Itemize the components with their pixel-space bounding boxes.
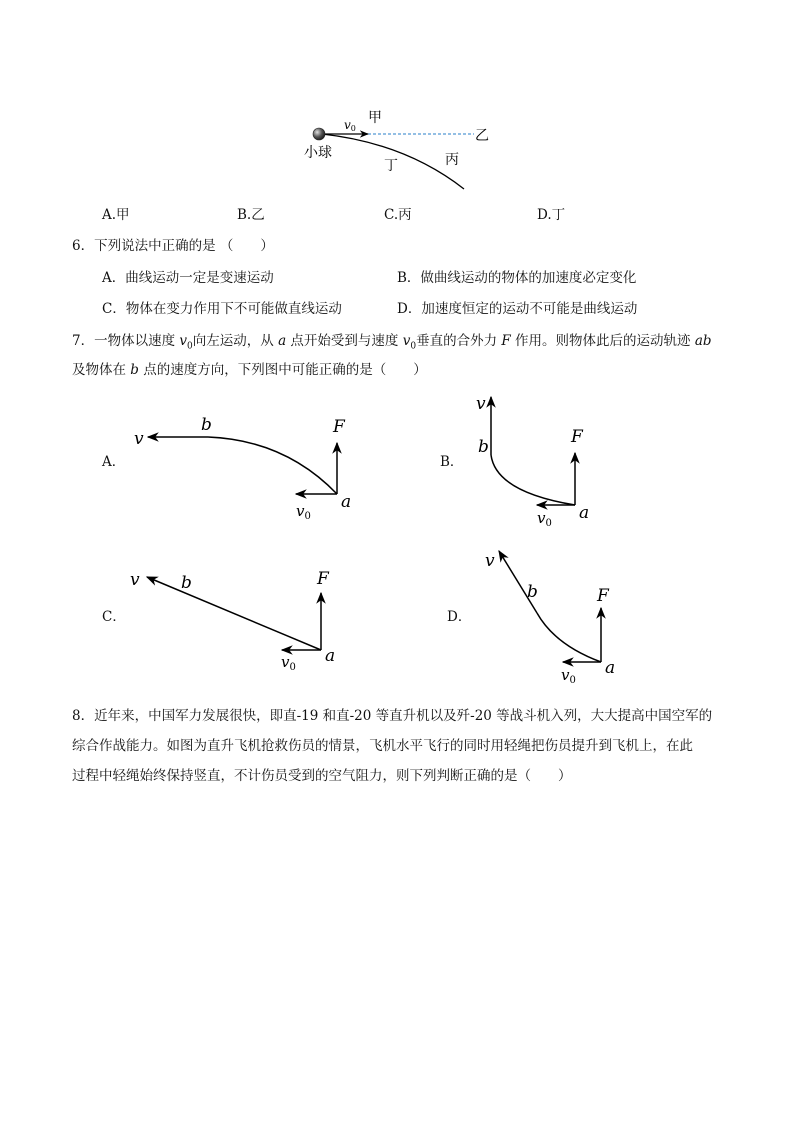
option-text: 丙 (398, 207, 412, 223)
q8-line-2: 综合作战能力。如图为直升飞机抢救伤员的情景，飞机水平飞行的同时用轻绳把伤员提升到飞机上，在此 (72, 738, 693, 754)
option-letter: C． (102, 301, 126, 317)
q8-line-3: 过程中轻绳始终保持竖直，不计伤员受到的空气阻力，则下列判断正确的是（ ） (72, 768, 572, 784)
option-text: 乙 (251, 207, 265, 223)
ball-label: 小球 (304, 145, 332, 161)
svg-text:a: a (579, 503, 590, 523)
q7-figure-a (134, 415, 351, 522)
option-text: 甲 (116, 207, 130, 223)
q7-figure-c (130, 569, 335, 673)
svg-text:v: v (130, 570, 140, 590)
svg-text:v0: $v_0$ (561, 666, 576, 686)
svg-text:b: b (181, 573, 192, 593)
option-letter: C. (384, 207, 399, 223)
q7-figure-d (485, 551, 615, 686)
option-letter: D． (397, 301, 422, 317)
label-jia: 甲 (368, 110, 382, 126)
svg-text:F: F (333, 417, 345, 437)
svg-text:b: b (527, 582, 538, 602)
option-letter: A. (102, 207, 117, 223)
svg-text:a: a (341, 492, 352, 512)
option-letter: D. (537, 207, 552, 223)
v0-label: v0 (344, 118, 356, 133)
q7-option-b-letter[interactable]: B． (440, 454, 464, 470)
option-letter: B． (397, 270, 421, 286)
svg-text:a: a (605, 658, 616, 678)
svg-text:b: b (201, 415, 212, 435)
option-text: 曲线运动一定是变速运动 (125, 270, 274, 286)
label-yi: 乙 (475, 128, 489, 144)
svg-text:b: b (478, 437, 489, 457)
svg-text:v0: $v_0$ (296, 502, 311, 522)
svg-text:F: F (571, 427, 583, 447)
q7-stem: 7．一物体以速度 $v_0$向左运动，从 a 点开始受到与速度 $v_0$垂直的合外力 F 作用。则物体此后的运动轨迹 ab (72, 333, 712, 352)
svg-text:a: a (325, 646, 336, 666)
option-letter: B. (237, 207, 252, 223)
option-letter: A． (102, 270, 126, 286)
option-text: 丁 (551, 207, 566, 223)
svg-text:v: v (485, 551, 495, 571)
label-bing: 丙 (445, 152, 459, 168)
option-text: 物体在变力作用下不可能做直线运动 (125, 301, 342, 317)
svg-text:v: v (134, 429, 144, 449)
q8-line-1: 8．近年来，中国军力发展很快，即直-19 和直-20 等直升机以及歼-20 等战斗机入列，大大提高中国空军的 (72, 708, 713, 724)
svg-text:v0: $v_0$ (537, 509, 552, 529)
svg-text:v0: $v_0$ (281, 653, 296, 673)
q7-option-a-letter[interactable]: A． (102, 454, 126, 470)
svg-text:v: v (476, 394, 486, 414)
q7-figure-b (476, 394, 589, 529)
q7-stem-line2: 及物体在 b 点的速度方向，下列图中可能正确的是（ ） (72, 362, 427, 378)
label-ding: 丁 (384, 158, 398, 174)
svg-text:F: F (317, 569, 329, 589)
svg-text:F: F (597, 586, 609, 606)
q7-option-c-letter[interactable]: C． (102, 609, 126, 625)
q6-stem: 6．下列说法中正确的是 （ ） (72, 238, 274, 254)
q7-option-d-letter[interactable]: D． (447, 609, 472, 625)
option-text: 做曲线运动的物体的加速度必定变化 (420, 270, 637, 286)
option-text: 加速度恒定的运动不可能是曲线运动 (421, 301, 638, 317)
